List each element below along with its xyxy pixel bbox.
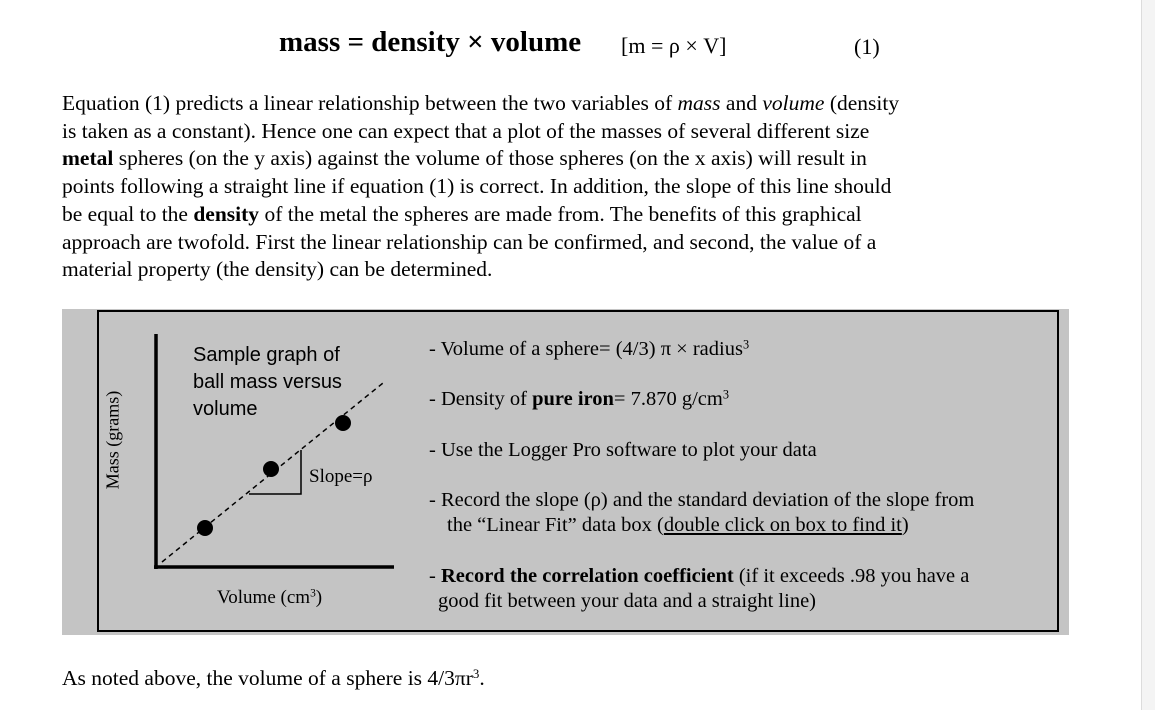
footer-text: As noted above, the volume of a sphere is $4/3\pi r^3$. bbox=[62, 666, 485, 690]
data-point bbox=[263, 461, 279, 477]
fact-correlation: - Record the correlation coefficient (if it exceeds .98 you have a good fit between your data and a straight line) bbox=[429, 565, 970, 612]
term-mass: mass bbox=[677, 91, 721, 115]
equation-number: (1) bbox=[854, 34, 880, 59]
fact-sphere-volume: - Volume of a sphere= (4/3) π × radius$^3$ bbox=[429, 337, 750, 360]
linear-fit-hint-link[interactable]: double click on box to find it bbox=[663, 514, 902, 536]
term-volume: volume bbox=[762, 91, 825, 115]
graph-title: Sample graph of ball mass versus volume bbox=[193, 344, 342, 420]
equation-main: mass = density × volume bbox=[279, 26, 582, 58]
fact-logger-pro: - Use the Logger Pro software to plot your data bbox=[429, 439, 817, 461]
data-point bbox=[197, 520, 213, 536]
term-metal: metal bbox=[62, 146, 114, 171]
vertical-scrollbar[interactable] bbox=[1141, 0, 1155, 710]
equation-symbolic: [m = ρ × V] bbox=[621, 33, 727, 58]
explanation-paragraph: Equation (1) predicts a linear relationship between the two variables of mass and volume (density is taken as a constant). Hence one can expect that a plot of the masses of several different size metal spheres (on the y axis) against the volume of those spheres (on the x axis) will result in points following a straight line if equation (1) is correct. In addition, the slope of this line should be equal to the density of the metal the spheres are made from. The benefits of this graphical approach are twofold. First the linear relationship can be confirmed, and second, the value of a material property (the density) can be determined. bbox=[62, 91, 900, 282]
fact-record-slope: - Record the slope (ρ) and the standard deviation of the slope from the “Linear Fit” data box (double click on box to find it) bbox=[429, 489, 975, 536]
x-axis-label: Volume $(cm^3)$ bbox=[217, 587, 323, 608]
y-axis-label: Mass (grams) bbox=[102, 390, 123, 490]
term-density: density bbox=[193, 201, 260, 226]
fact-iron-density: - Density of pure iron= 7.870 $g/cm^3$ bbox=[429, 387, 729, 410]
slope-label: Slope=ρ bbox=[309, 466, 373, 487]
